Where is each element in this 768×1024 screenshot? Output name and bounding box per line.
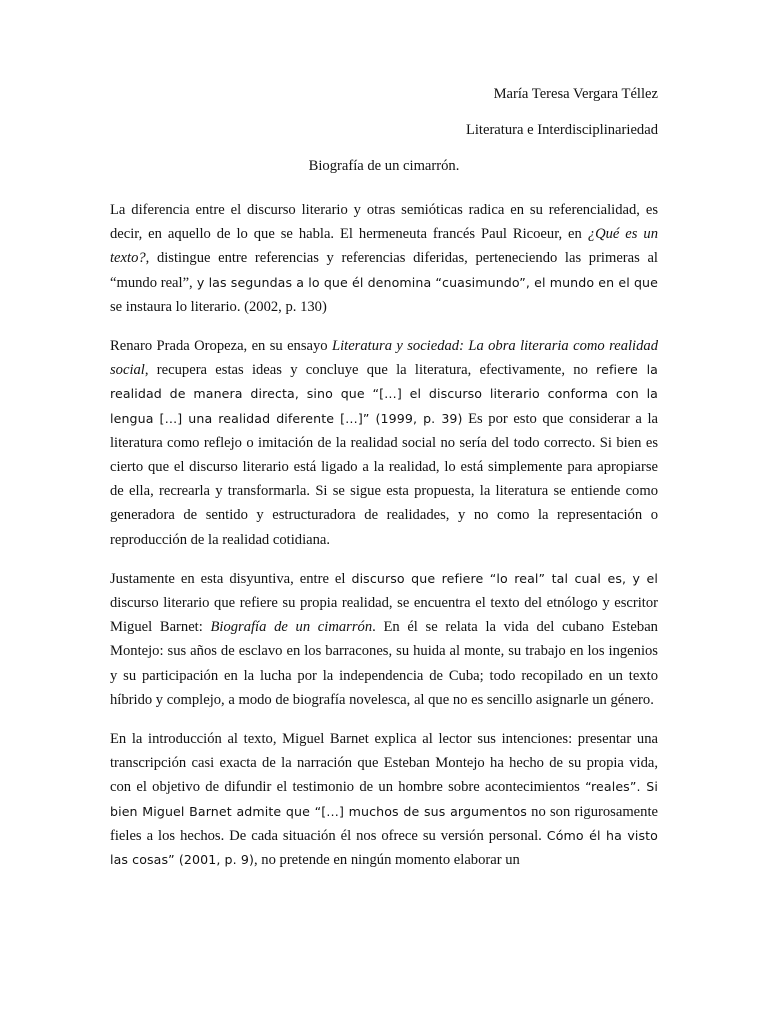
paragraph-3-text-c: discurso literario que refiere su propia realidad, se encuentra el texto del etnólogo y escritor Miguel Barnet: [110, 595, 658, 636]
paragraph-3-text-a: Justamente en esta disyuntiva, entre el [110, 570, 352, 587]
author-name: María Teresa Vergara Téllez [493, 86, 658, 102]
essay-title: Biografía de un cimarrón. [308, 158, 460, 174]
paragraph-3-text-e: . En él se relata la vida del cubano Esteban Montejo: sus años de esclavo en los barracones, su huida al monte, su trabajo en los ingenios y su participación en la lucha por la independencia de Cuba; todo recopilado en un texto híbrido y complejo, a modo de biografía novelesca, al que no es sencillo asignarle un género. [110, 619, 658, 708]
paragraph-2-text-e: Es por esto que considerar a la literatura como reflejo o imitación de la realidad social no sería del todo correcto. Si bien es cierto que el discurso literario está ligado a la realidad, lo está simplemente para apropiarse de ella, recrearla y transformarla. Si se sigue esta propuesta, la literatura se entiende como generadora de sentido y estructuradora de realidades, y no como la representación o reproducción de la realidad cotidiana. [110, 410, 658, 548]
paragraph-3-text-b: discurso que refiere “lo real” tal cual es, y el [351, 570, 659, 586]
paragraph-2-quote: refiere la realidad de manera directa, sino que “[…] el discurso literario conforma con la lengua […] una realidad diferente […]” (1999, p. 39) [110, 362, 659, 426]
paragraph-2-essay-title: Literatura y sociedad: La obra literaria como realidad social [110, 338, 658, 379]
course-name: Literatura e Interdisciplinariedad [465, 122, 658, 138]
paragraph-4-text-c: no son rigurosamente fieles a los hechos. De cada situación él nos ofrece su versión personal. [110, 803, 658, 844]
paragraph-4-quote-end: Cómo él ha visto las cosas” (2001, p. 9) [110, 827, 658, 868]
paragraph-2 [110, 334, 658, 552]
paragraph-4-quote-start: “reales”. Si bien Miguel Barnet admite que “[…] muchos de sus argumentos [110, 779, 658, 819]
paragraph-1-text-d: y las segundas a lo que él denomina “cuasimundo”, el mundo en el que [192, 274, 658, 290]
paragraph-2-text-c: , recupera estas ideas y concluye que la literatura, efectivamente, no [144, 362, 597, 379]
paragraph-1-book-title: ¿Qué es un texto? [110, 226, 658, 267]
paragraph-1-text-a: La diferencia entre el discurso literario y otras semióticas radica en su referencialidad, es decir, en aquello de lo que se habla. El hermeneuta francés Paul Ricoeur, en [110, 202, 658, 243]
paragraph-1-text-c: , distingue entre referencias y referencias diferidas, perteneciendo las primeras al “mundo real”, [110, 250, 658, 291]
paragraph-4-text-e: , no pretende en ningún momento elaborar un [253, 852, 520, 869]
paragraph-1-text-e: se instaura lo literario. (2002, p. 130) [110, 298, 327, 315]
paragraph-4 [110, 727, 658, 872]
paragraph-3 [110, 567, 658, 712]
paragraph-3-book-title: Biografía de un cimarrón [210, 619, 373, 636]
paragraph-2-text-a: Renaro Prada Oropeza, en su ensayo [110, 338, 332, 355]
paragraph-1 [110, 198, 658, 319]
paragraph-4-text-a: En la introducción al texto, Miguel Barnet explica al lector sus intenciones: presentar una transcripción casi exacta de la narración que Esteban Montejo ha hecho de su propia vida, con el objetivo de difundir el testimonio de un hombre sobre acontecimientos [110, 731, 658, 796]
